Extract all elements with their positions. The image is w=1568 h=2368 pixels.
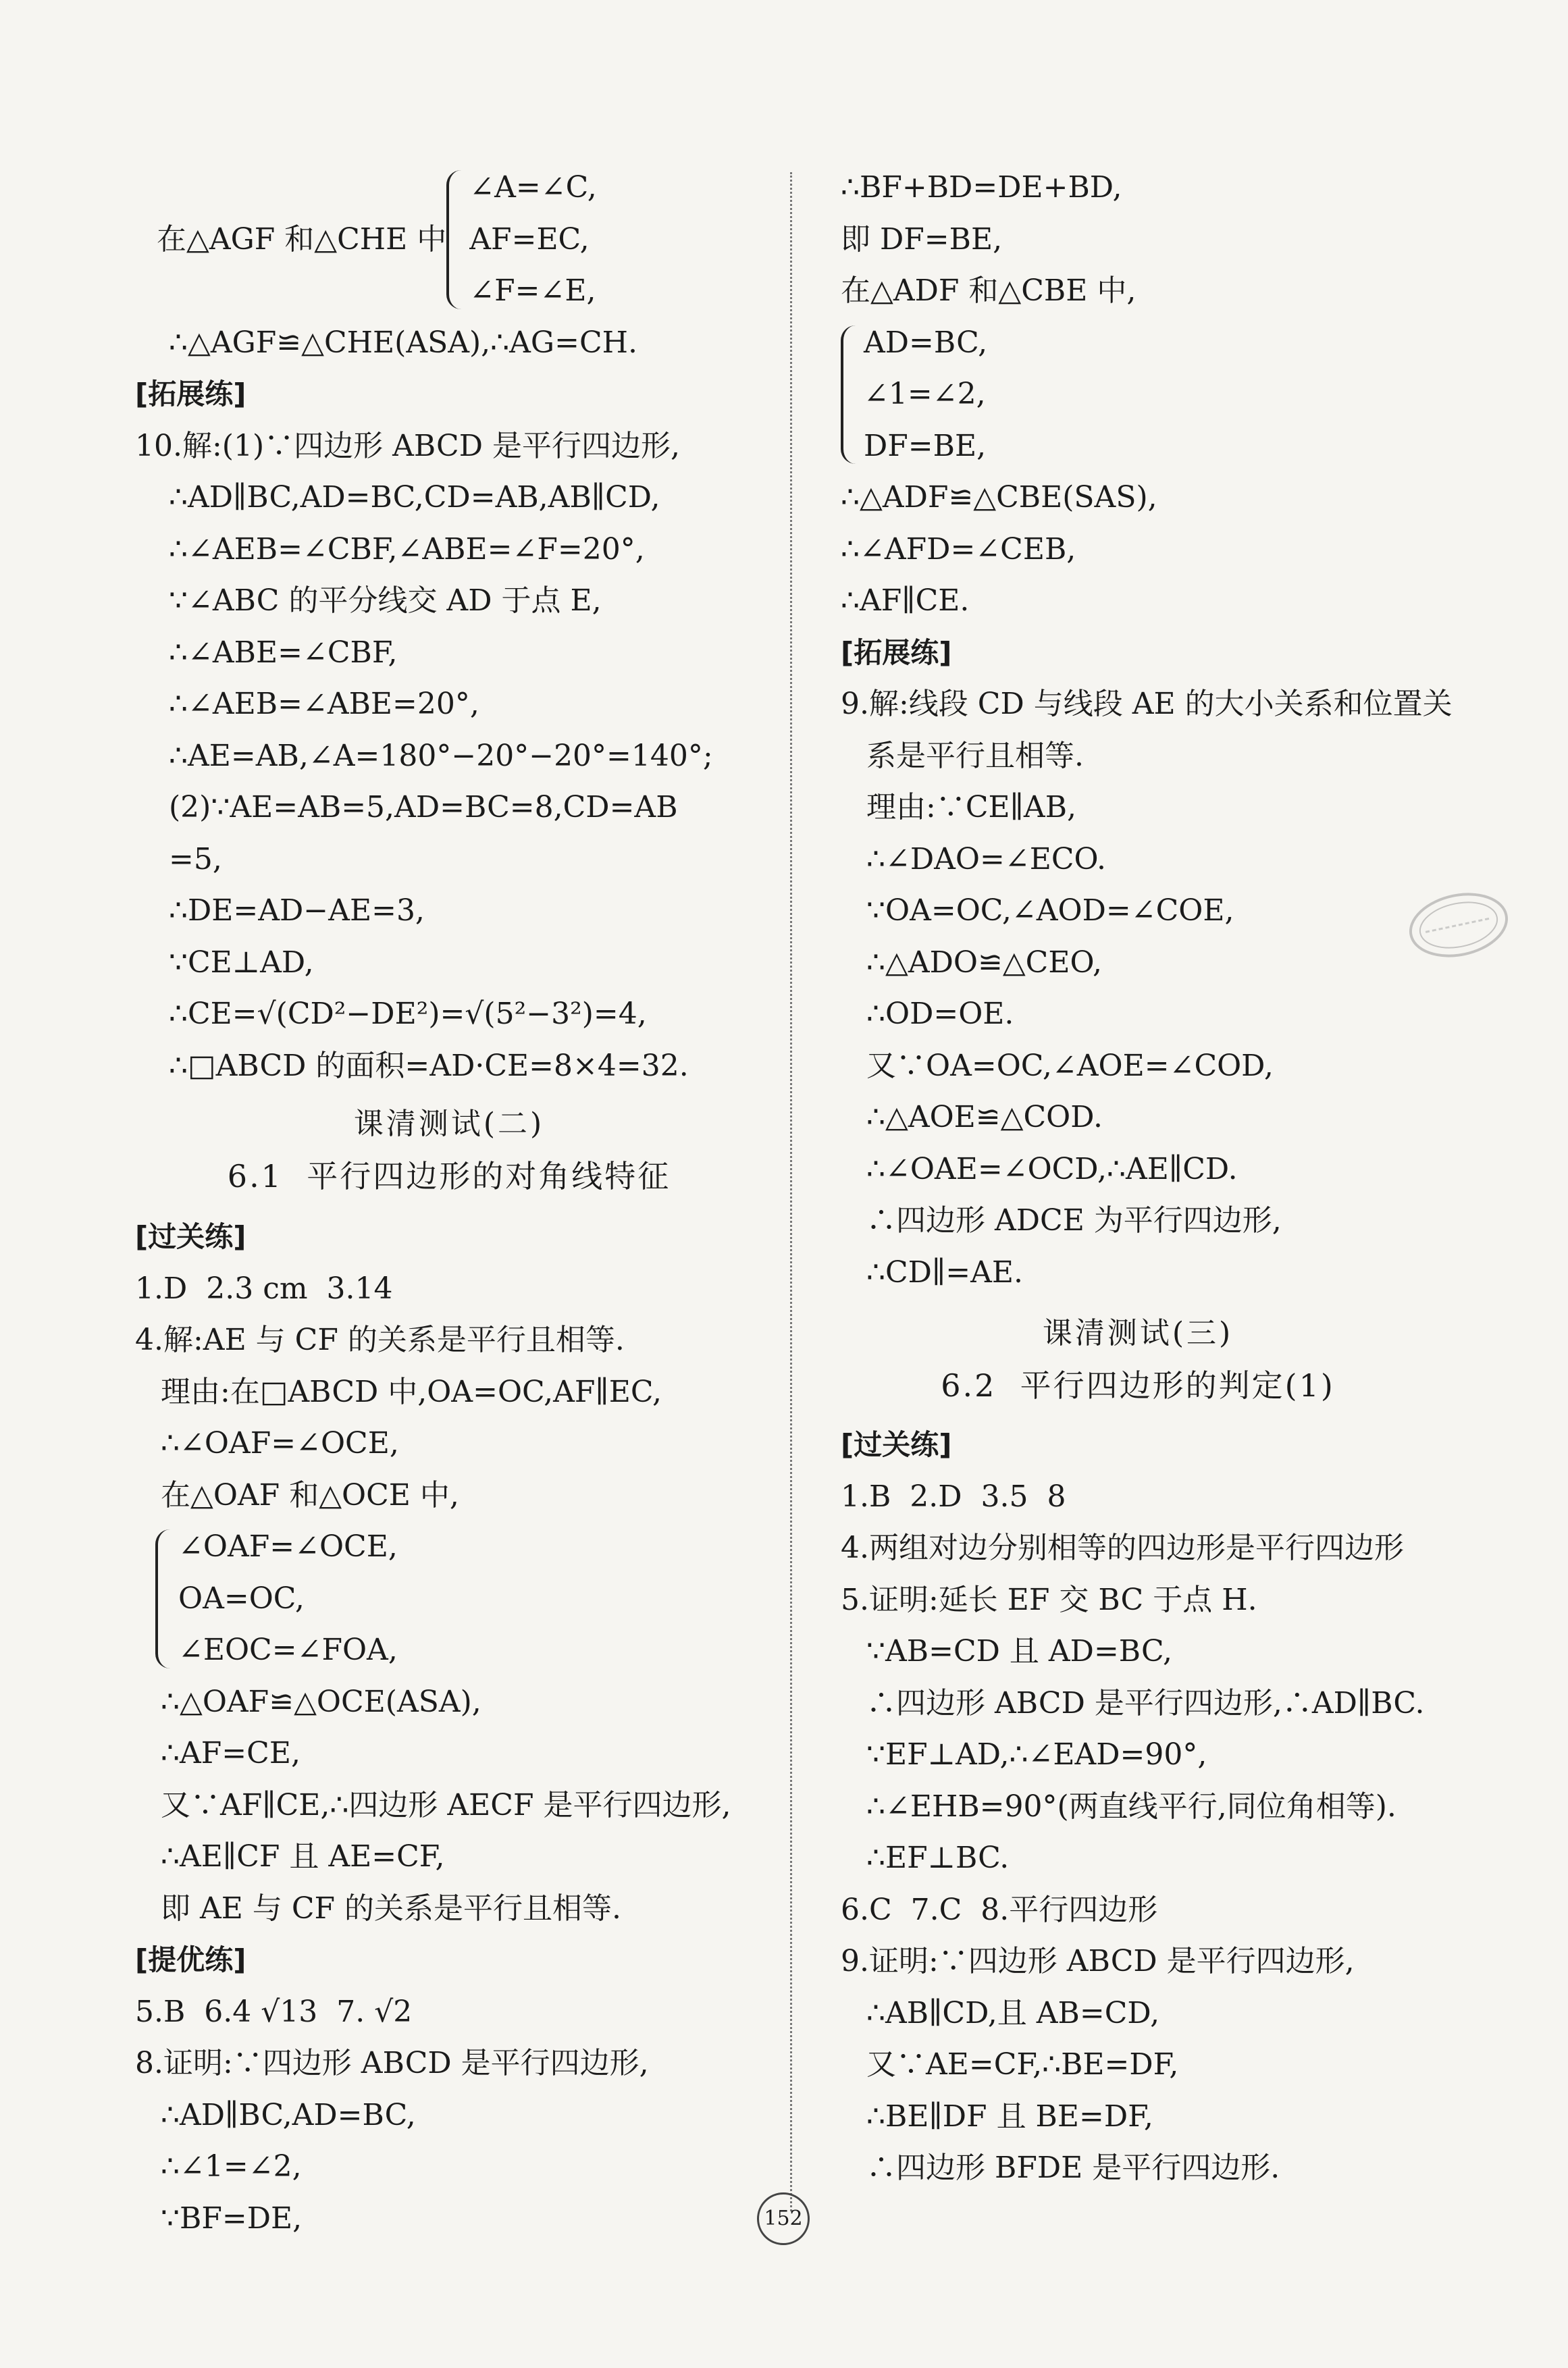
system-line: AF=EC,	[469, 221, 590, 257]
text-line: 即 AE 与 CF 的关系是平行且相等.	[161, 1891, 622, 1926]
answer-line: 1.B 2.D 3.5 8	[841, 1479, 1066, 1514]
text-line: 在△OAF 和△OCE 中,	[161, 1477, 459, 1512]
text-line: ∵EF⊥AD,∴∠EAD=90°,	[866, 1737, 1207, 1772]
text-line: ∴AF=CE,	[161, 1736, 300, 1770]
left-column	[135, 162, 763, 2244]
text-line: ∵BF=DE,	[161, 2201, 303, 2236]
text-line: ∴∠AEB=∠ABE=20°,	[169, 687, 479, 721]
text-line: 9.证明:∵四边形 ABCD 是平行四边形,	[841, 1944, 1355, 1978]
text-line: ∴AD∥BC,AD=BC,CD=AB,AB∥CD,	[169, 480, 660, 515]
text-line: ∴AE∥CF 且 AE=CF,	[161, 1839, 445, 1874]
text-line: ∴△ADO≌△CEO,	[866, 945, 1102, 980]
answer-line: 6.C 7.C 8.平行四边形	[841, 1892, 1158, 1927]
system-line: ∠A=∠C,	[469, 170, 597, 205]
system-line: ∠F=∠E,	[469, 273, 596, 308]
text-line: 又∵AF∥CE,∴四边形 AECF 是平行四边形,	[161, 1787, 731, 1822]
section-header-extension: [拓展练]	[135, 377, 246, 411]
system-line: AD=BC,	[864, 325, 988, 360]
equation-system-adf-cbe	[841, 317, 1435, 473]
system-line: DF=BE,	[864, 428, 987, 463]
system-line: OA=OC,	[178, 1581, 305, 1616]
text-line: 4.解:AE 与 CF 的关系是平行且相等.	[135, 1323, 625, 1357]
text-line: 又∵OA=OC,∠AOE=∠COD,	[866, 1048, 1274, 1083]
text-line: 即 DF=BE,	[841, 221, 1003, 257]
text-line: ∴DE=AD−AE=3,	[169, 893, 425, 928]
section-header-improve: [提优练]	[135, 1943, 246, 1976]
section-header-pass: [过关练]	[841, 1428, 952, 1461]
equation-system-oaf-oce	[155, 1521, 763, 1677]
section-header-extension: [拓展练]	[841, 635, 952, 669]
text-line: ∴∠1=∠2,	[161, 2149, 302, 2184]
text-line: ∴∠EHB=90°(两直线平行,同位角相等).	[866, 1789, 1396, 1824]
text-line: ∴四边形 ADCE 为平行四边形,	[866, 1203, 1282, 1238]
text-line: ∴△OAF≌△OCE(ASA),	[161, 1684, 481, 1719]
text-line: ∴OD=OE.	[866, 997, 1014, 1031]
text-line: ∴∠ABE=∠CBF,	[169, 635, 398, 670]
text-line: ∴∠AEB=∠CBF,∠ABE=∠F=20°,	[169, 531, 645, 567]
text-line: ∵∠ABC 的平分线交 AD 于点 E,	[169, 583, 602, 618]
section-title-6-1: 6.1 平行四边形的对角线特征	[227, 1157, 671, 1194]
left-brace	[446, 170, 467, 309]
text-line: ∴AE=AB,∠A=180°−20°−20°=140°;	[169, 738, 713, 773]
text-line: ∴CD∥=AE.	[866, 1255, 1024, 1290]
text-line: 又∵AE=CF,∴BE=DF,	[866, 2047, 1179, 2082]
text-line: ∴四边形 ABCD 是平行四边形,∴AD∥BC.	[866, 1685, 1425, 1720]
system-line: ∠OAF=∠OCE,	[178, 1529, 398, 1564]
test-title-3: 课清测试(三)	[1042, 1316, 1234, 1350]
text-line: ∵AB=CD 且 AD=BC,	[866, 1634, 1173, 1668]
right-column	[841, 162, 1453, 2194]
section-header-pass: [过关练]	[135, 1220, 246, 1253]
system-line: ∠EOC=∠FOA,	[178, 1633, 398, 1667]
text-line: ∴∠OAE=∠OCD,∴AE∥CD.	[866, 1151, 1238, 1186]
test-title-2: 课清测试(二)	[353, 1107, 545, 1141]
text-line: ∴BF+BD=DE+BD,	[841, 170, 1122, 205]
left-brace	[841, 325, 861, 465]
text-line: 在△ADF 和△CBE 中,	[841, 273, 1136, 308]
text-line: ∴EF⊥BC.	[866, 1841, 1010, 1875]
answer-line: 1.D 2.3 cm 3.14	[135, 1271, 393, 1306]
text-line: ∴四边形 BFDE 是平行四边形.	[866, 2151, 1280, 2185]
text-line: ∴AD∥BC,AD=BC,	[161, 2097, 416, 2132]
text-line: ∵CE⊥AD,	[169, 945, 314, 980]
system-lead-text: 在△AGF 和△CHE 中	[157, 221, 447, 257]
text-line: ∴CE=√(CD²−DE²)=√(5²−3²)=4,	[169, 997, 647, 1031]
text-line: ∴AF∥CE.	[841, 583, 970, 618]
text-line: ∴△AOE≌△COD.	[866, 1100, 1103, 1134]
text-line: ∵OA=OC,∠AOD=∠COE,	[866, 893, 1234, 928]
section-title-6-2: 6.2 平行四边形的判定(1)	[941, 1367, 1335, 1404]
left-brace	[155, 1529, 176, 1668]
text-line: 10.解:(1)∵四边形 ABCD 是平行四边形,	[135, 428, 680, 463]
text-line: 系是平行且相等.	[866, 738, 1084, 773]
text-line: 5.证明:延长 EF 交 BC 于点 H.	[841, 1582, 1257, 1617]
text-line: ∴∠AFD=∠CEB,	[841, 531, 1076, 567]
text-line: 8.证明:∵四边形 ABCD 是平行四边形,	[135, 2046, 649, 2080]
text-line: 4.两组对边分别相等的四边形是平行四边形	[841, 1531, 1404, 1565]
text-line: 理由:在□ABCD 中,OA=OC,AF∥EC,	[161, 1374, 662, 1409]
text-line: ∴△AGF≌△CHE(ASA),∴AG=CH.	[169, 325, 637, 360]
text-line: =5,	[169, 841, 222, 876]
column-divider	[790, 172, 792, 2211]
text-line: ∴AB∥CD,且 AB=CD,	[866, 1995, 1160, 2030]
answer-line: 5.B 6.4 √13 7. √2	[135, 1994, 413, 2029]
system-line: ∠1=∠2,	[864, 377, 986, 411]
page-number: 152	[757, 2192, 810, 2245]
text-line: 9.解:线段 CD 与线段 AE 的大小关系和位置关	[841, 687, 1453, 721]
text-line: ∴∠OAF=∠OCE,	[161, 1426, 399, 1461]
equation-system-agf-che	[135, 162, 763, 317]
text-line: ∴△ADF≌△CBE(SAS),	[841, 480, 1157, 515]
text-line: ∴∠DAO=∠ECO.	[866, 841, 1106, 876]
text-line: ∴□ABCD 的面积=AD·CE=8×4=32.	[169, 1048, 689, 1083]
text-line: 理由:∵CE∥AB,	[866, 790, 1077, 824]
text-line: ∴BE∥DF 且 BE=DF,	[866, 2099, 1153, 2134]
text-line: (2)∵AE=AB=5,AD=BC=8,CD=AB	[169, 790, 678, 824]
